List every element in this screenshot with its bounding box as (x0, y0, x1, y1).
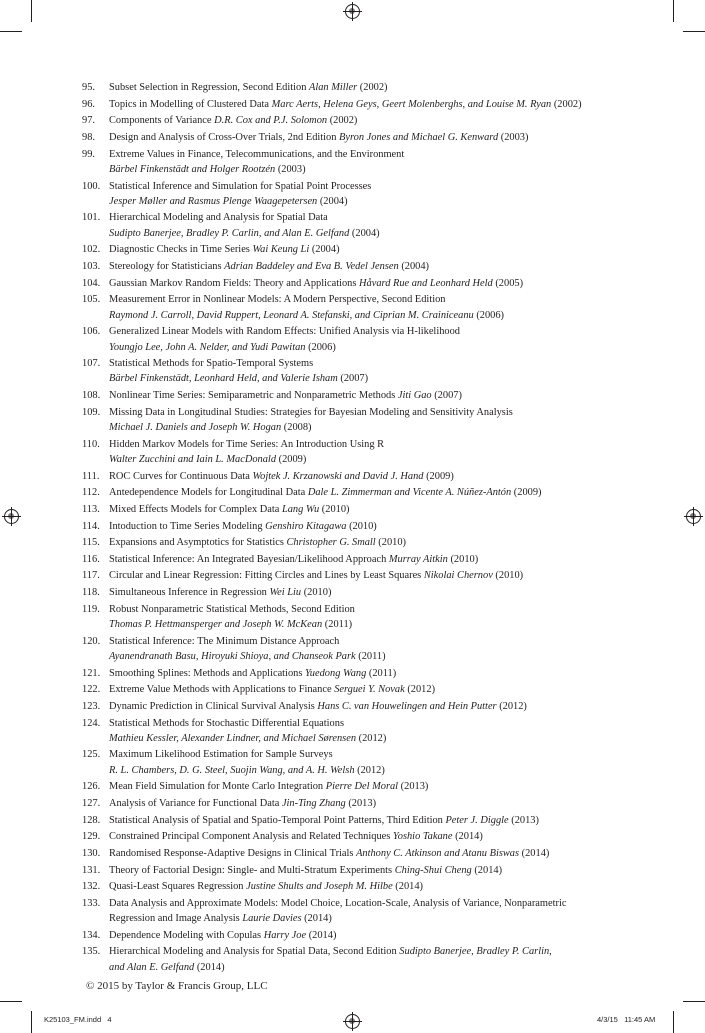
list-item-authors: Jin-Ting Zhang (281, 798, 346, 810)
list-item-line (109, 259, 642, 274)
list-item-authors: Laurie Davies (242, 913, 302, 925)
list-item-number: 119. (82, 603, 100, 615)
list-item-number: 126. (82, 781, 101, 793)
list-item-text: Measurement Error in Nonlinear Models: A Modern Perspective, Second Edition (109, 294, 446, 306)
list-item-text: Extreme Values in Finance, Telecommunications, and the Environment (109, 148, 405, 160)
list-item-number: 125. (82, 749, 101, 761)
list-item-line (109, 210, 642, 225)
list-item-authors: Jiti Gao (397, 390, 432, 402)
list-item-number: 115. (82, 537, 100, 549)
list-item (82, 292, 642, 323)
list-item-text: (2010) (319, 503, 350, 515)
list-item-authors: R. L. Chambers, D. G. Steel, Suojin Wang, and A. H. Welsh (109, 764, 355, 776)
list-item (82, 634, 642, 665)
list-item-text: (2012) (404, 684, 436, 696)
list-item-number: 117. (82, 570, 100, 582)
copyright-notice: © 2015 by Taylor & Francis Group, LLC (86, 980, 268, 992)
list-item (82, 879, 642, 894)
list-item-text: (2010) (301, 587, 332, 599)
list-item-text: Statistical Methods for Stochastic Differential Equations (109, 717, 344, 729)
list-item-authors: Walter Zucchini and Iain L. MacDonald (109, 453, 277, 465)
list-item-text: (2013) (398, 781, 429, 793)
list-item-authors: Raymond J. Carroll, David Ruppert, Leonard A. Stefanski, and Ciprian M. Crainiceanu (109, 309, 474, 321)
list-item-line (109, 779, 642, 794)
list-item-line (109, 437, 642, 452)
list-item-text: (2008) (281, 422, 312, 434)
list-item-text: (2004) (398, 261, 430, 273)
list-item-text: Generalized Linear Models with Random Effects: Unified Analysis via H-likelihood (109, 326, 460, 338)
registration-mark-right-icon (686, 509, 701, 524)
list-item (82, 405, 642, 436)
list-item (82, 437, 642, 468)
list-item-text: (2004) (317, 195, 348, 207)
list-item-number: 102. (82, 244, 101, 256)
list-item (82, 747, 642, 778)
list-item (82, 324, 642, 355)
list-item-text: (2006) (473, 309, 505, 321)
list-item (82, 147, 642, 178)
list-item-line (109, 519, 642, 534)
list-item-text: Components of Variance (109, 115, 215, 127)
list-item-line (109, 388, 642, 403)
list-item-line (109, 944, 642, 959)
list-item-text: ROC Curves for Continuous Data (109, 470, 253, 482)
list-item-authors: Ching-Shui Cheng (394, 864, 472, 876)
list-item-authors: Bärbel Finkenstädt, Leonhard Held, and Valerie Isham (109, 373, 338, 385)
list-item-line (109, 97, 642, 112)
list-item-text: (2014) (306, 929, 337, 941)
list-item-text: Gaussian Markov Random Fields: Theory and Applications (109, 277, 360, 289)
list-item (82, 242, 642, 257)
crop-mark-bottom-right-vertical (673, 1011, 674, 1033)
list-item (82, 276, 642, 291)
list-item-text: Simultaneous Inference in Regression (109, 587, 270, 599)
list-item (82, 356, 642, 387)
list-item-text: Subset Selection in Regression, Second Edition (109, 82, 309, 93)
list-item-number: 96. (82, 98, 95, 110)
list-item-text: (2014) (519, 847, 550, 859)
list-item (82, 552, 642, 567)
list-item-line (109, 585, 642, 600)
list-item-number: 108. (82, 390, 101, 402)
list-item-authors: Nikolai Chernov (423, 570, 493, 582)
list-item-text: (2010) (375, 537, 407, 549)
list-item-authors: Justine Shults and Joseph M. Hilbe (246, 881, 393, 893)
list-item (82, 179, 642, 210)
list-item (82, 666, 642, 681)
list-item-text: (2010) (447, 553, 479, 565)
list-item-text: (2009) (276, 453, 307, 465)
list-item-authors: Dale L. Zimmerman and Vicente A. Núñez-Antón (307, 487, 512, 499)
list-item-continuation-line (109, 649, 642, 664)
list-item-authors: Mathieu Kessler, Alexander Lindner, and Michael Sørensen (109, 732, 357, 744)
list-item-line (109, 147, 642, 162)
list-item (82, 699, 642, 714)
list-item-authors: Anthony C. Atkinson and Atanu Biswas (356, 847, 520, 859)
list-item-authors: Adrian Baddeley and Eva B. Vedel Jensen (224, 261, 399, 273)
list-item-number: 100. (82, 180, 101, 192)
list-item-line (109, 130, 642, 145)
list-item-line (109, 716, 642, 731)
crop-mark-top-right-horizontal (683, 31, 705, 32)
series-list (82, 80, 642, 976)
list-item (82, 519, 642, 534)
list-item-number: 103. (82, 261, 101, 273)
list-item-continuation-line (109, 308, 642, 323)
registration-mark-top-icon (345, 4, 360, 19)
list-item-text: (2014) (452, 831, 483, 843)
crop-mark-bottom-right-horizontal (683, 1001, 705, 1002)
list-item-line (109, 552, 642, 567)
list-item (82, 829, 642, 844)
list-item (82, 210, 642, 241)
list-item-text: Nonlinear Time Series: Semiparametric and Nonparametric Methods (109, 390, 398, 402)
list-item-line (109, 485, 642, 500)
list-item-number: 99. (82, 148, 95, 160)
list-item-line (109, 846, 642, 861)
list-item-line (109, 276, 642, 291)
list-item-text: Dynamic Prediction in Clinical Survival Analysis (109, 700, 318, 712)
list-item-number: 110. (82, 438, 100, 450)
list-item-number: 109. (82, 406, 101, 418)
list-item-number: 98. (82, 131, 95, 143)
list-item-authors: Serguei Y. Novak (334, 684, 405, 696)
list-item-text: (2013) (345, 798, 377, 810)
list-item (82, 863, 642, 878)
slug-timestamp: 4/3/15 11:45 AM (597, 1015, 656, 1024)
list-item-number: 134. (82, 929, 101, 941)
list-item-number: 124. (82, 717, 101, 729)
list-item-text: Intoduction to Time Series Modeling (109, 520, 266, 532)
list-item-line (109, 242, 642, 257)
list-item-text: (2004) (309, 244, 340, 256)
list-item-line (109, 682, 642, 697)
list-item-line (109, 829, 642, 844)
list-item-text: Quasi-Least Squares Regression (109, 881, 247, 893)
list-item-authors: Bärbel Finkenstädt and Holger Rootzén (109, 163, 276, 175)
list-item-line (109, 324, 642, 339)
list-item-text: Mixed Effects Models for Complex Data (109, 503, 282, 515)
list-item-number: 133. (82, 897, 101, 909)
list-item-text: Statistical Inference: The Minimum Distance Approach (109, 635, 340, 647)
list-item-number: 118. (82, 587, 100, 599)
list-item-line (109, 602, 642, 617)
registration-mark-bottom-icon (345, 1014, 360, 1029)
list-item-text: Theory of Factorial Design: Single- and Multi-Stratum Experiments (109, 864, 395, 876)
list-item-text: (2014) (194, 961, 225, 973)
list-item-authors: D.R. Cox and P.J. Solomon (214, 115, 328, 127)
list-item-authors: Murray Aitkin (388, 553, 448, 565)
list-item-line (109, 634, 642, 649)
list-item (82, 97, 642, 112)
list-item-authors: Michael J. Daniels and Joseph W. Hogan (109, 422, 282, 434)
list-item-text: Data Analysis and Approximate Models: Model Choice, Location-Scale, Analysis of Variance, Nonparametric (109, 897, 567, 909)
list-item-authors: Genshiro Kitagawa (265, 520, 347, 532)
crop-mark-bottom-left-vertical (31, 1011, 32, 1033)
list-item-text: (2011) (322, 619, 353, 631)
list-item-number: 132. (82, 881, 101, 893)
list-item (82, 779, 642, 794)
list-item-text: (2010) (346, 520, 377, 532)
list-item-text: (2009) (423, 470, 454, 482)
slug-file-info: K25103_FM.indd 4 (44, 1015, 112, 1024)
list-item-authors: Wai Keung Li (252, 244, 310, 256)
list-item-text: Statistical Methods for Spatio-Temporal Systems (109, 358, 314, 370)
crop-mark-bottom-left-horizontal (0, 1001, 22, 1002)
list-item (82, 485, 642, 500)
list-item-line (109, 896, 642, 911)
list-item-text: Constrained Principal Component Analysis and Related Techniques (109, 831, 393, 843)
list-item (82, 259, 642, 274)
list-item-number: 107. (82, 358, 101, 370)
list-item-text: Topics in Modelling of Clustered Data (109, 98, 272, 110)
list-item-text: (2012) (356, 732, 387, 744)
list-item (82, 502, 642, 517)
list-item-authors: and Alan E. Gelfand (109, 961, 195, 973)
list-item (82, 80, 642, 95)
list-item-line (109, 666, 642, 681)
list-item-text: Regression and Image Analysis (109, 913, 243, 925)
list-item-text: Stereology for Statisticians (109, 261, 225, 273)
list-item-text: Randomised Response-Adaptive Designs in Clinical Trials (109, 847, 357, 859)
list-item-number: 121. (82, 667, 101, 679)
list-item-authors: Ayanendranath Basu, Hiroyuki Shioya, and Chanseok Park (109, 650, 356, 662)
list-item-continuation-line (109, 162, 642, 177)
list-item-text: (2002) (327, 115, 358, 127)
list-item-number: 112. (82, 487, 100, 499)
list-item-text: Maximum Likelihood Estimation for Sample Surveys (109, 749, 333, 761)
list-item-continuation-line (109, 452, 642, 467)
list-item-number: 130. (82, 847, 101, 859)
list-item-text: (2003) (275, 163, 306, 175)
list-item (82, 928, 642, 943)
list-item-authors: Thomas P. Hettmansperger and Joseph W. McKean (109, 619, 323, 631)
list-item-authors: Christopher G. Small (286, 537, 376, 549)
list-item-text: Diagnostic Checks in Time Series (109, 244, 253, 256)
list-item-authors: Sudipto Banerjee, Bradley P. Carlin, and Alan E. Gelfand (109, 227, 350, 239)
list-item-authors: Hans C. van Houwelingen and Hein Putter (317, 700, 497, 712)
list-item-number: 106. (82, 326, 101, 338)
list-item-text: (2014) (392, 881, 423, 893)
list-item-number: 95. (82, 82, 95, 93)
list-item-authors: Jesper Møller and Rasmus Plenge Waagepetersen (109, 195, 318, 207)
list-item-number: 111. (82, 470, 100, 482)
list-item-line (109, 568, 642, 583)
list-item-continuation-line (109, 194, 642, 209)
list-item-text: (2011) (366, 667, 397, 679)
list-item-text: Statistical Inference and Simulation for Spatial Point Processes (109, 180, 372, 192)
list-item-text: (2010) (492, 570, 524, 582)
list-item-authors: Byron Jones and Michael G. Kenward (339, 131, 499, 143)
list-item-continuation-line (109, 911, 642, 926)
list-item-text: Extreme Value Methods with Applications to Finance (109, 684, 335, 696)
list-item-text: (2002) (551, 98, 582, 110)
list-item-number: 116. (82, 553, 100, 565)
list-item (82, 944, 642, 975)
list-item-authors: Alan Miller (309, 82, 358, 93)
list-item-number: 105. (82, 294, 101, 306)
list-item-text: (2007) (431, 390, 462, 402)
list-item-text: (2013) (508, 814, 539, 826)
list-item-number: 120. (82, 635, 101, 647)
list-item-continuation-line (109, 420, 642, 435)
list-item-text: (2012) (496, 700, 527, 712)
list-item-text: (2002) (357, 82, 388, 93)
list-item-text: Mean Field Simulation for Monte Carlo Integration (109, 781, 326, 793)
list-item-text: (2003) (498, 131, 529, 143)
list-item-authors: Peter J. Diggle (445, 814, 509, 826)
list-item-number: 131. (82, 864, 101, 876)
list-item (82, 585, 642, 600)
list-item-line (109, 747, 642, 762)
list-item-authors: Håvard Rue and Leonhard Held (359, 277, 493, 289)
list-item-authors: Marc Aerts, Helena Geys, Geert Molenberghs, and Louise M. Ryan (271, 98, 552, 110)
list-item-line (109, 80, 642, 95)
list-item-text: Dependence Modeling with Copulas (109, 929, 264, 941)
list-item-continuation-line (109, 763, 642, 778)
list-item-line (109, 356, 642, 371)
list-item-line (109, 928, 642, 943)
list-item-line (109, 879, 642, 894)
list-item-line (109, 113, 642, 128)
list-item-continuation-line (109, 340, 642, 355)
list-item-line (109, 796, 642, 811)
list-item-text: (2014) (471, 864, 503, 876)
list-item-number: 129. (82, 831, 101, 843)
list-item-number: 97. (82, 115, 95, 127)
list-item-continuation-line (109, 226, 642, 241)
list-item-line (109, 469, 642, 484)
crop-mark-top-left-horizontal (0, 31, 22, 32)
list-item-text: Hierarchical Modeling and Analysis for Spatial Data (109, 212, 328, 224)
list-item-number: 128. (82, 814, 101, 826)
list-item-number: 101. (82, 212, 101, 224)
list-item-text: (2004) (349, 227, 380, 239)
list-item (82, 796, 642, 811)
list-item (82, 388, 642, 403)
list-item-text: Hierarchical Modeling and Analysis for Spatial Data, Second Edition (109, 946, 400, 958)
list-item-authors: Wojtek J. Krzanowski and David J. Hand (252, 470, 424, 482)
list-item-text: Antedependence Models for Longitudinal Data (109, 487, 308, 499)
list-item (82, 469, 642, 484)
list-item-text: (2011) (355, 650, 386, 662)
list-item-authors: Yuedong Wang (304, 667, 367, 679)
list-item-line (109, 405, 642, 420)
list-item-text: (2005) (492, 277, 524, 289)
list-item (82, 716, 642, 747)
list-item-text: Expansions and Asymptotics for Statistics (109, 537, 287, 549)
list-item-text: Smoothing Splines: Methods and Applications (109, 667, 305, 679)
list-item-line (109, 863, 642, 878)
list-item-line (109, 535, 642, 550)
list-item (82, 846, 642, 861)
list-item (82, 130, 642, 145)
list-item-line (109, 813, 642, 828)
list-item-authors: Wei Liu (269, 587, 302, 599)
registration-mark-left-icon (4, 509, 19, 524)
list-item-text: (2007) (337, 373, 369, 385)
crop-mark-top-left-vertical (31, 0, 32, 22)
list-item-authors: Yoshio Takane (392, 831, 453, 843)
list-item-text: Hidden Markov Models for Time Series: An Introduction Using R (109, 438, 385, 450)
list-item-line (109, 699, 642, 714)
crop-mark-top-right-vertical (673, 0, 674, 22)
list-item-text: Circular and Linear Regression: Fitting Circles and Lines by Least Squares (109, 570, 424, 582)
list-item (82, 113, 642, 128)
list-item (82, 896, 642, 927)
list-item-authors: Lang Wu (281, 503, 320, 515)
list-item-text: Robust Nonparametric Statistical Methods, Second Edition (109, 603, 355, 615)
list-item-line (109, 179, 642, 194)
list-item-text: Missing Data in Longitudinal Studies: Strategies for Bayesian Modeling and Sensitivity Analysis (109, 406, 513, 418)
list-item-text: Analysis of Variance for Functional Data (109, 798, 282, 810)
list-item-authors: Sudipto Banerjee, Bradley P. Carlin, (399, 946, 552, 958)
list-item (82, 568, 642, 583)
list-item (82, 602, 642, 633)
list-item-authors: Youngjo Lee, John A. Nelder, and Yudi Pawitan (109, 341, 306, 353)
list-item-text: (2009) (511, 487, 542, 499)
list-item-number: 113. (82, 503, 100, 515)
list-item-authors: Harry Joe (263, 929, 307, 941)
list-item-continuation-line (109, 731, 642, 746)
list-item-line (109, 292, 642, 307)
list-item-line (109, 502, 642, 517)
list-item-number: 135. (82, 946, 101, 958)
list-item-continuation-line (109, 617, 642, 632)
list-item-text: Statistical Analysis of Spatial and Spatio-Temporal Point Patterns, Third Edition (109, 814, 446, 826)
list-item-continuation-line (109, 960, 642, 975)
list-item-text: (2006) (305, 341, 336, 353)
list-item-continuation-line (109, 371, 642, 386)
list-item-text: (2012) (354, 764, 385, 776)
list-item-number: 114. (82, 520, 100, 532)
list-item-authors: Pierre Del Moral (325, 781, 399, 793)
list-item (82, 813, 642, 828)
list-item-text: (2014) (301, 913, 332, 925)
list-item-text: Design and Analysis of Cross-Over Trials, 2nd Edition (109, 131, 340, 143)
list-item (82, 535, 642, 550)
list-item-number: 104. (82, 277, 101, 289)
list-item-number: 122. (82, 684, 101, 696)
list-item-number: 127. (82, 798, 101, 810)
list-item (82, 682, 642, 697)
list-item-number: 123. (82, 700, 101, 712)
list-item-text: Statistical Inference: An Integrated Bayesian/Likelihood Approach (109, 553, 389, 565)
